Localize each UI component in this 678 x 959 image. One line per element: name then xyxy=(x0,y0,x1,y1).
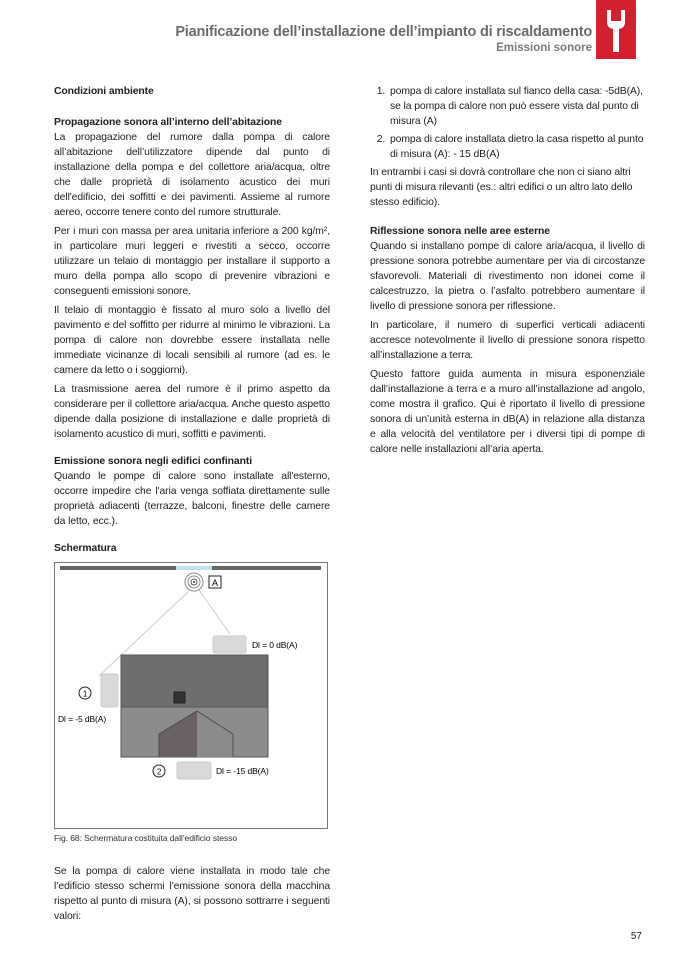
list-item: 2. pompa di calore installata dietro la casa rispetto al punto di misura (A): - 15 dB(A) xyxy=(388,132,645,162)
paragraph: Se la pompa di calore viene installata in modo tale che l’edificio stesso schermi l’emissione sonora della macchina rispetto al punto di misura (A), si possono sottrarre i seguenti valori: xyxy=(54,866,330,922)
window-opening xyxy=(176,566,212,570)
paragraph: Quando le pompe di calore sono installate all'esterno, occorre impedire che l'aria venga soffiata direttamente sulle proprietà adiacenti (terrazze, balconi, finestre delle camere da letto, ecc.). xyxy=(54,471,330,527)
right-column xyxy=(370,84,645,461)
list-item: 1. pompa di calore installata sul fianco della casa: -5dB(A), se la pompa di calore non può essere vista dal punto di misura (A) xyxy=(388,84,645,129)
left-column xyxy=(54,84,330,928)
page-number: 57 xyxy=(630,931,642,942)
label-0db: Dl = 0 dB(A) xyxy=(252,640,298,650)
paragraph: Quando si installano pompe di calore aria/acqua, il livello di pressione sonora potrebbe aumentare per via di circostanze sfavorevoli. Materiali di rivestimento non idonei come il calcestruzzo, la pietra o l’asfalto potrebbero aumentare il livello di pressione sonora per riflessione. xyxy=(370,241,645,312)
subsection-title: Schermatura xyxy=(54,543,117,554)
label-minus5db: Dl = -5 dB(A) xyxy=(58,714,107,724)
chapter-tab xyxy=(596,0,636,59)
measure-point-label: A xyxy=(212,578,218,588)
shielding-diagram xyxy=(54,562,329,830)
paragraph: Questo fattore guida aumenta in misura esponenziale dall’installazione a terra e a muro all’installazione ad angolo, come mostra il grafico. Qui è riportato il livello di pressione sonora di un’unità esterna in dB(A) in relazione alla distanza e alla velocità del ventilatore per i diversi tipi di pompe di calore nelle installazioni all’aria aperta. xyxy=(370,369,645,455)
heat-pump-front xyxy=(213,636,246,653)
subsection-title: Propagazione sonora all’interno dell’abitazione xyxy=(54,117,282,128)
paragraph: La propagazione del rumore dalla pompa di calore all’abitazione dell’utilizzatore dipende dal punto di installazione della pompa e del collettore aria/acqua, oltre che dalle proprietà di isolamento acustico dei muri dell'edificio, dei soffitti e dei pavimenti. Assieme al rumore aereo, occorre tenere conto del rumore strutturale. xyxy=(54,132,330,218)
wrench-icon xyxy=(596,0,636,59)
marker-2-label: 2 xyxy=(156,767,162,777)
marker-1-label: 1 xyxy=(82,689,88,699)
subsection-title: Riflessione sonora nelle aree esterne xyxy=(370,226,550,237)
figure-caption: Fig. 68: Schermatura costituita dall’edificio stesso xyxy=(54,833,237,843)
house-roof-back xyxy=(121,655,268,707)
figure xyxy=(54,562,330,830)
page-header-title: Pianificazione dell’installazione dell’impianto di riscaldamento xyxy=(175,24,592,40)
paragraph: La trasmissione aerea del rumore è il primo aspetto da considerare per il collettore aria/acqua. Anche questo aspetto dipende dalla posizione di installazione e dalle proprietà di isolamento acustico di muri, soffitti e pavimenti. xyxy=(54,384,330,440)
section-title: Condizioni ambiente xyxy=(54,86,154,97)
subsection-title: Emissione sonora negli edifici confinanti xyxy=(54,456,252,467)
paragraph: In particolare, il numero di superfici verticali adiacenti accresce notevolmente il livello di pressione sonora rispetto all’installazione a terra. xyxy=(370,320,645,361)
paragraph: In entrambi i casi si dovrà controllare che non ci siano altri punti di misura rilevanti (es.: altri edifici o un altro lato dello stesso edificio). xyxy=(370,167,633,208)
page-header-subtitle: Emissioni sonore xyxy=(496,42,592,54)
label-minus15db: Dl = -15 dB(A) xyxy=(216,766,269,776)
heat-pump-back xyxy=(177,762,211,779)
paragraph: Per i muri con massa per area unitaria inferiore a 200 kg/m², in particolare muri leggeri e rivestiti a secco, occorre utilizzare un telaio di montaggio per installare il supporto a muro della pompa allo scopo di prevenire vibrazioni e conseguenti emissioni sonore. xyxy=(54,226,330,297)
heat-pump-side xyxy=(101,674,118,707)
sound-source-icon xyxy=(185,573,203,591)
chimney xyxy=(174,692,185,703)
paragraph: Il telaio di montaggio è fissato al muro solo a livello del pavimento e del soffitto per ridurre al minimo le vibrazioni. La pompa di calore non dovrebbe essere installata nelle immediate vicinanze di locali sensibili al rumore (ad es. le camere da letto o i soggiorni). xyxy=(54,305,330,376)
